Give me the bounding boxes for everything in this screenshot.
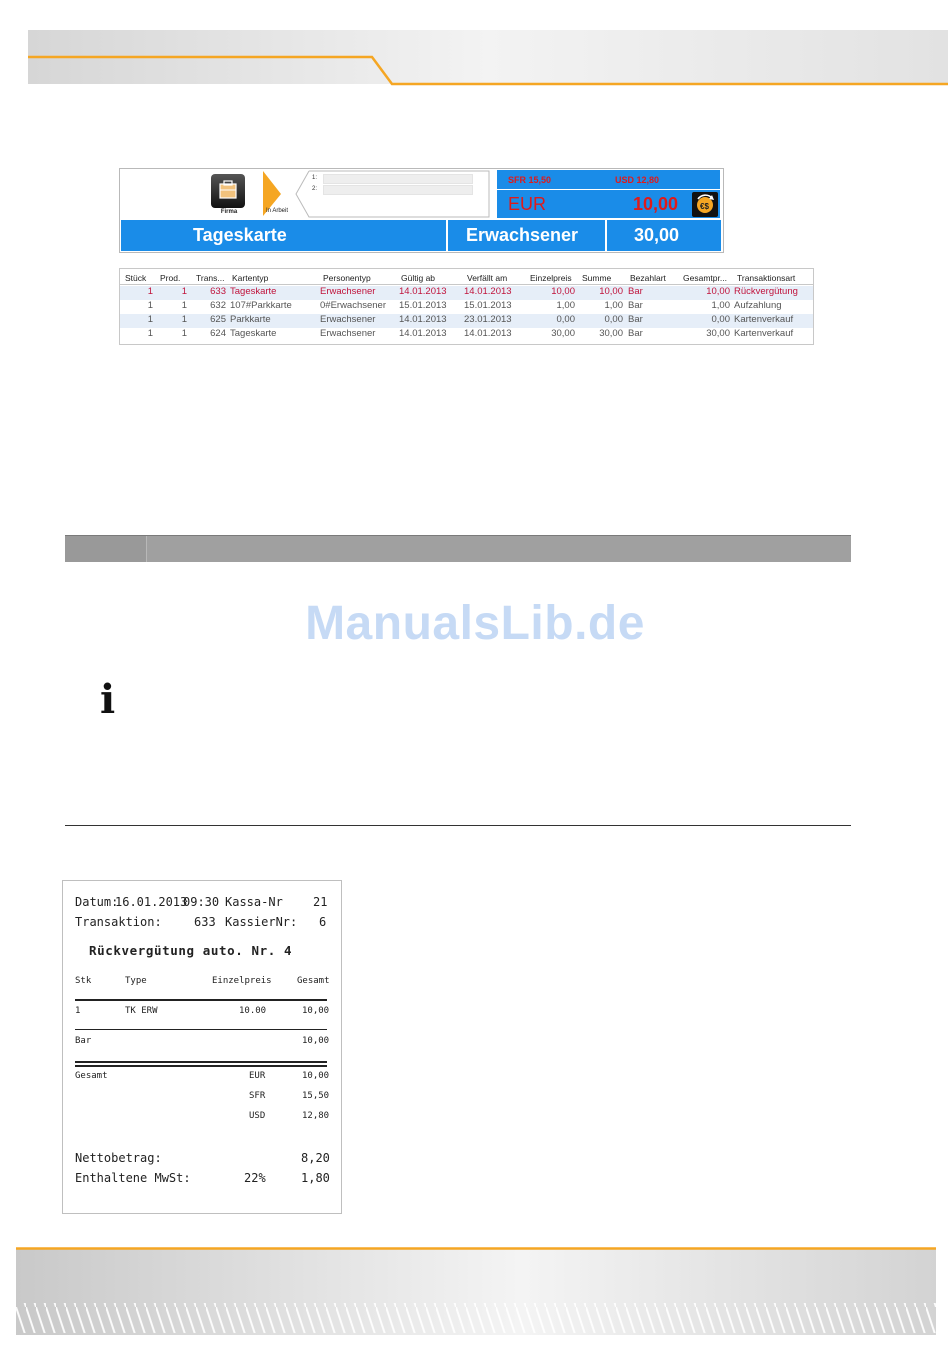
cell: 0#Erwachsener — [320, 300, 387, 311]
cell: 1 — [147, 328, 153, 339]
cell: 1 — [181, 286, 187, 297]
cell: 14.01.2013 — [464, 328, 512, 339]
cell: 107#Parkkarte — [230, 300, 292, 311]
cell: 0,00 — [711, 314, 730, 325]
kassa-label: Kassa-Nr — [225, 895, 283, 909]
table-row-selected[interactable] — [120, 286, 813, 300]
cell: 0,00 — [604, 314, 623, 325]
cell: 0,00 — [556, 314, 575, 325]
page-footer-band — [16, 1247, 936, 1335]
netto-value: 8,20 — [301, 1151, 330, 1165]
table-row[interactable] — [120, 300, 813, 314]
cell: 625 — [210, 314, 226, 325]
col-header[interactable]: Trans... — [196, 273, 225, 283]
usd-value: 12,80 — [302, 1111, 330, 1121]
separator — [75, 1029, 327, 1030]
cell: 30,00 — [551, 328, 575, 339]
cell: Bar — [628, 300, 643, 311]
separator — [75, 1065, 327, 1067]
cell: 23.01.2013 — [464, 314, 512, 325]
col-gesamt: Gesamt — [297, 976, 330, 986]
cell: 1 — [181, 300, 187, 311]
cell: 1 — [147, 286, 153, 297]
cell: Tageskarte — [230, 286, 277, 297]
slot-2-field[interactable] — [323, 185, 473, 195]
cell: Erwachsener — [320, 328, 376, 339]
currency-code: EUR — [508, 194, 547, 214]
kassa-value: 21 — [313, 895, 328, 909]
currency-amount: 10,00 — [633, 194, 679, 214]
col-type: Type — [125, 976, 147, 986]
col-header[interactable]: Gesamtpr... — [683, 273, 727, 283]
slot-1-label: 1: — [312, 175, 318, 181]
slot-1-field[interactable] — [323, 174, 473, 184]
cell: 10,00 — [551, 286, 575, 297]
cell: 10,00 — [706, 286, 730, 297]
col-header[interactable]: Personentyp — [323, 273, 371, 283]
eur-label: EUR — [249, 1071, 266, 1081]
transaktion-label: Transaktion: — [75, 915, 162, 929]
sfr-value: 15,50 — [302, 1091, 330, 1101]
sfr-amount: SFR 15,50 — [508, 175, 552, 185]
transaction-table — [119, 268, 814, 345]
cell: 632 — [210, 300, 226, 311]
item-type: TK ERW — [125, 1006, 158, 1016]
cell: 1,00 — [604, 300, 623, 311]
item-qty: 1 — [75, 1006, 81, 1016]
slot-area — [295, 170, 490, 218]
bar-label: Bar — [75, 1036, 92, 1046]
cell: 1,00 — [711, 300, 730, 311]
col-header[interactable]: Summe — [582, 273, 612, 283]
cell: Tageskarte — [230, 328, 277, 339]
cell: 1 — [147, 300, 153, 311]
col-header[interactable]: Gültig ab — [401, 273, 436, 283]
foreign-currency-bar — [497, 170, 720, 189]
cell: Aufzahlung — [734, 300, 782, 311]
cell: 30,00 — [599, 328, 623, 339]
divider — [65, 825, 851, 826]
slot-2-label: 2: — [312, 186, 318, 192]
mwst-rate: 22% — [244, 1171, 266, 1185]
watermark: ManualsLib.de — [305, 597, 645, 650]
eur-value: 10,00 — [302, 1071, 330, 1081]
cell: 14.01.2013 — [399, 328, 447, 339]
cell: Erwachsener — [320, 286, 376, 297]
col-header[interactable]: Kartentyp — [232, 273, 269, 283]
cell: 633 — [210, 286, 226, 297]
table-row[interactable] — [120, 314, 813, 328]
receipt-title: Rückvergütung auto. Nr. 4 — [89, 943, 293, 958]
datum-value: 16.01.2013 — [115, 895, 188, 909]
bar-value: 10,00 — [302, 1036, 330, 1046]
usd-label: USD — [249, 1111, 266, 1121]
col-header[interactable]: Verfällt am — [467, 273, 508, 283]
cell: 1 — [181, 314, 187, 325]
separator — [75, 999, 327, 1001]
col-header[interactable]: Stück — [125, 273, 147, 283]
ticket-type: Tageskarte — [193, 225, 287, 245]
cell: Erwachsener — [320, 314, 376, 325]
mwst-label: Enthaltene MwSt: — [75, 1171, 191, 1185]
currency-display — [497, 190, 720, 218]
cell: 1,00 — [556, 300, 575, 311]
table-row[interactable] — [120, 328, 813, 342]
cell: 1 — [181, 328, 187, 339]
page-header-band — [28, 30, 948, 86]
cell: Rückvergütung — [734, 286, 798, 297]
cell: 14.01.2013 — [399, 314, 447, 325]
col-header[interactable]: Bezahlart — [630, 273, 666, 283]
price-value: 30,00 — [634, 225, 680, 245]
time-value: 09:30 — [183, 895, 220, 909]
col-stk: Stk — [75, 976, 92, 986]
cell: Bar — [628, 286, 643, 297]
cell: Bar — [628, 328, 643, 339]
kassier-value: 6 — [319, 915, 327, 929]
cell: 10,00 — [599, 286, 623, 297]
person-type: Erwachsener — [466, 225, 579, 245]
ticket-type-bar[interactable] — [121, 220, 446, 251]
item-price: 10.00 — [239, 1006, 267, 1016]
price-bar — [607, 220, 721, 251]
section-header-bar — [65, 535, 851, 562]
col-header[interactable]: Einzelpreis — [530, 273, 572, 283]
gesamt-label: Gesamt — [75, 1071, 108, 1081]
col-header[interactable]: Prod. — [160, 273, 181, 283]
cell: 14.01.2013 — [464, 286, 512, 297]
section-header-cell — [65, 536, 147, 562]
kassier-label: KassierNr: — [225, 915, 298, 929]
pos-panel — [119, 168, 724, 253]
col-header[interactable]: Transaktionsart — [737, 273, 796, 283]
person-type-bar[interactable] — [448, 220, 605, 251]
in-arbeit-label: In Arbeit — [266, 208, 289, 214]
cell: Bar — [628, 314, 643, 325]
transaktion-value: 633 — [194, 915, 216, 929]
separator — [75, 1061, 327, 1063]
cell: 624 — [210, 328, 226, 339]
cell: Kartenverkauf — [734, 328, 794, 339]
usd-amount: USD 12,80 — [615, 175, 660, 185]
firma-icon[interactable] — [211, 174, 245, 208]
mwst-value: 1,80 — [301, 1171, 330, 1185]
svg-text:€$: €$ — [700, 202, 709, 211]
sfr-label: SFR — [249, 1091, 266, 1101]
cell: 15.01.2013 — [399, 300, 447, 311]
item-total: 10,00 — [302, 1006, 330, 1016]
cell: 1 — [147, 314, 153, 325]
datum-label: Datum: — [75, 895, 119, 909]
info-icon: i — [100, 676, 116, 723]
currency-exchange-icon[interactable] — [692, 192, 718, 217]
cell: Parkkarte — [230, 314, 271, 325]
firma-label: Firma — [220, 209, 238, 215]
receipt — [62, 880, 342, 1214]
cell: 30,00 — [706, 328, 730, 339]
col-einzelpreis: Einzelpreis — [212, 976, 272, 986]
cell: 15.01.2013 — [464, 300, 512, 311]
netto-label: Nettobetrag: — [75, 1151, 162, 1165]
cell: 14.01.2013 — [399, 286, 447, 297]
cell: Kartenverkauf — [734, 314, 794, 325]
